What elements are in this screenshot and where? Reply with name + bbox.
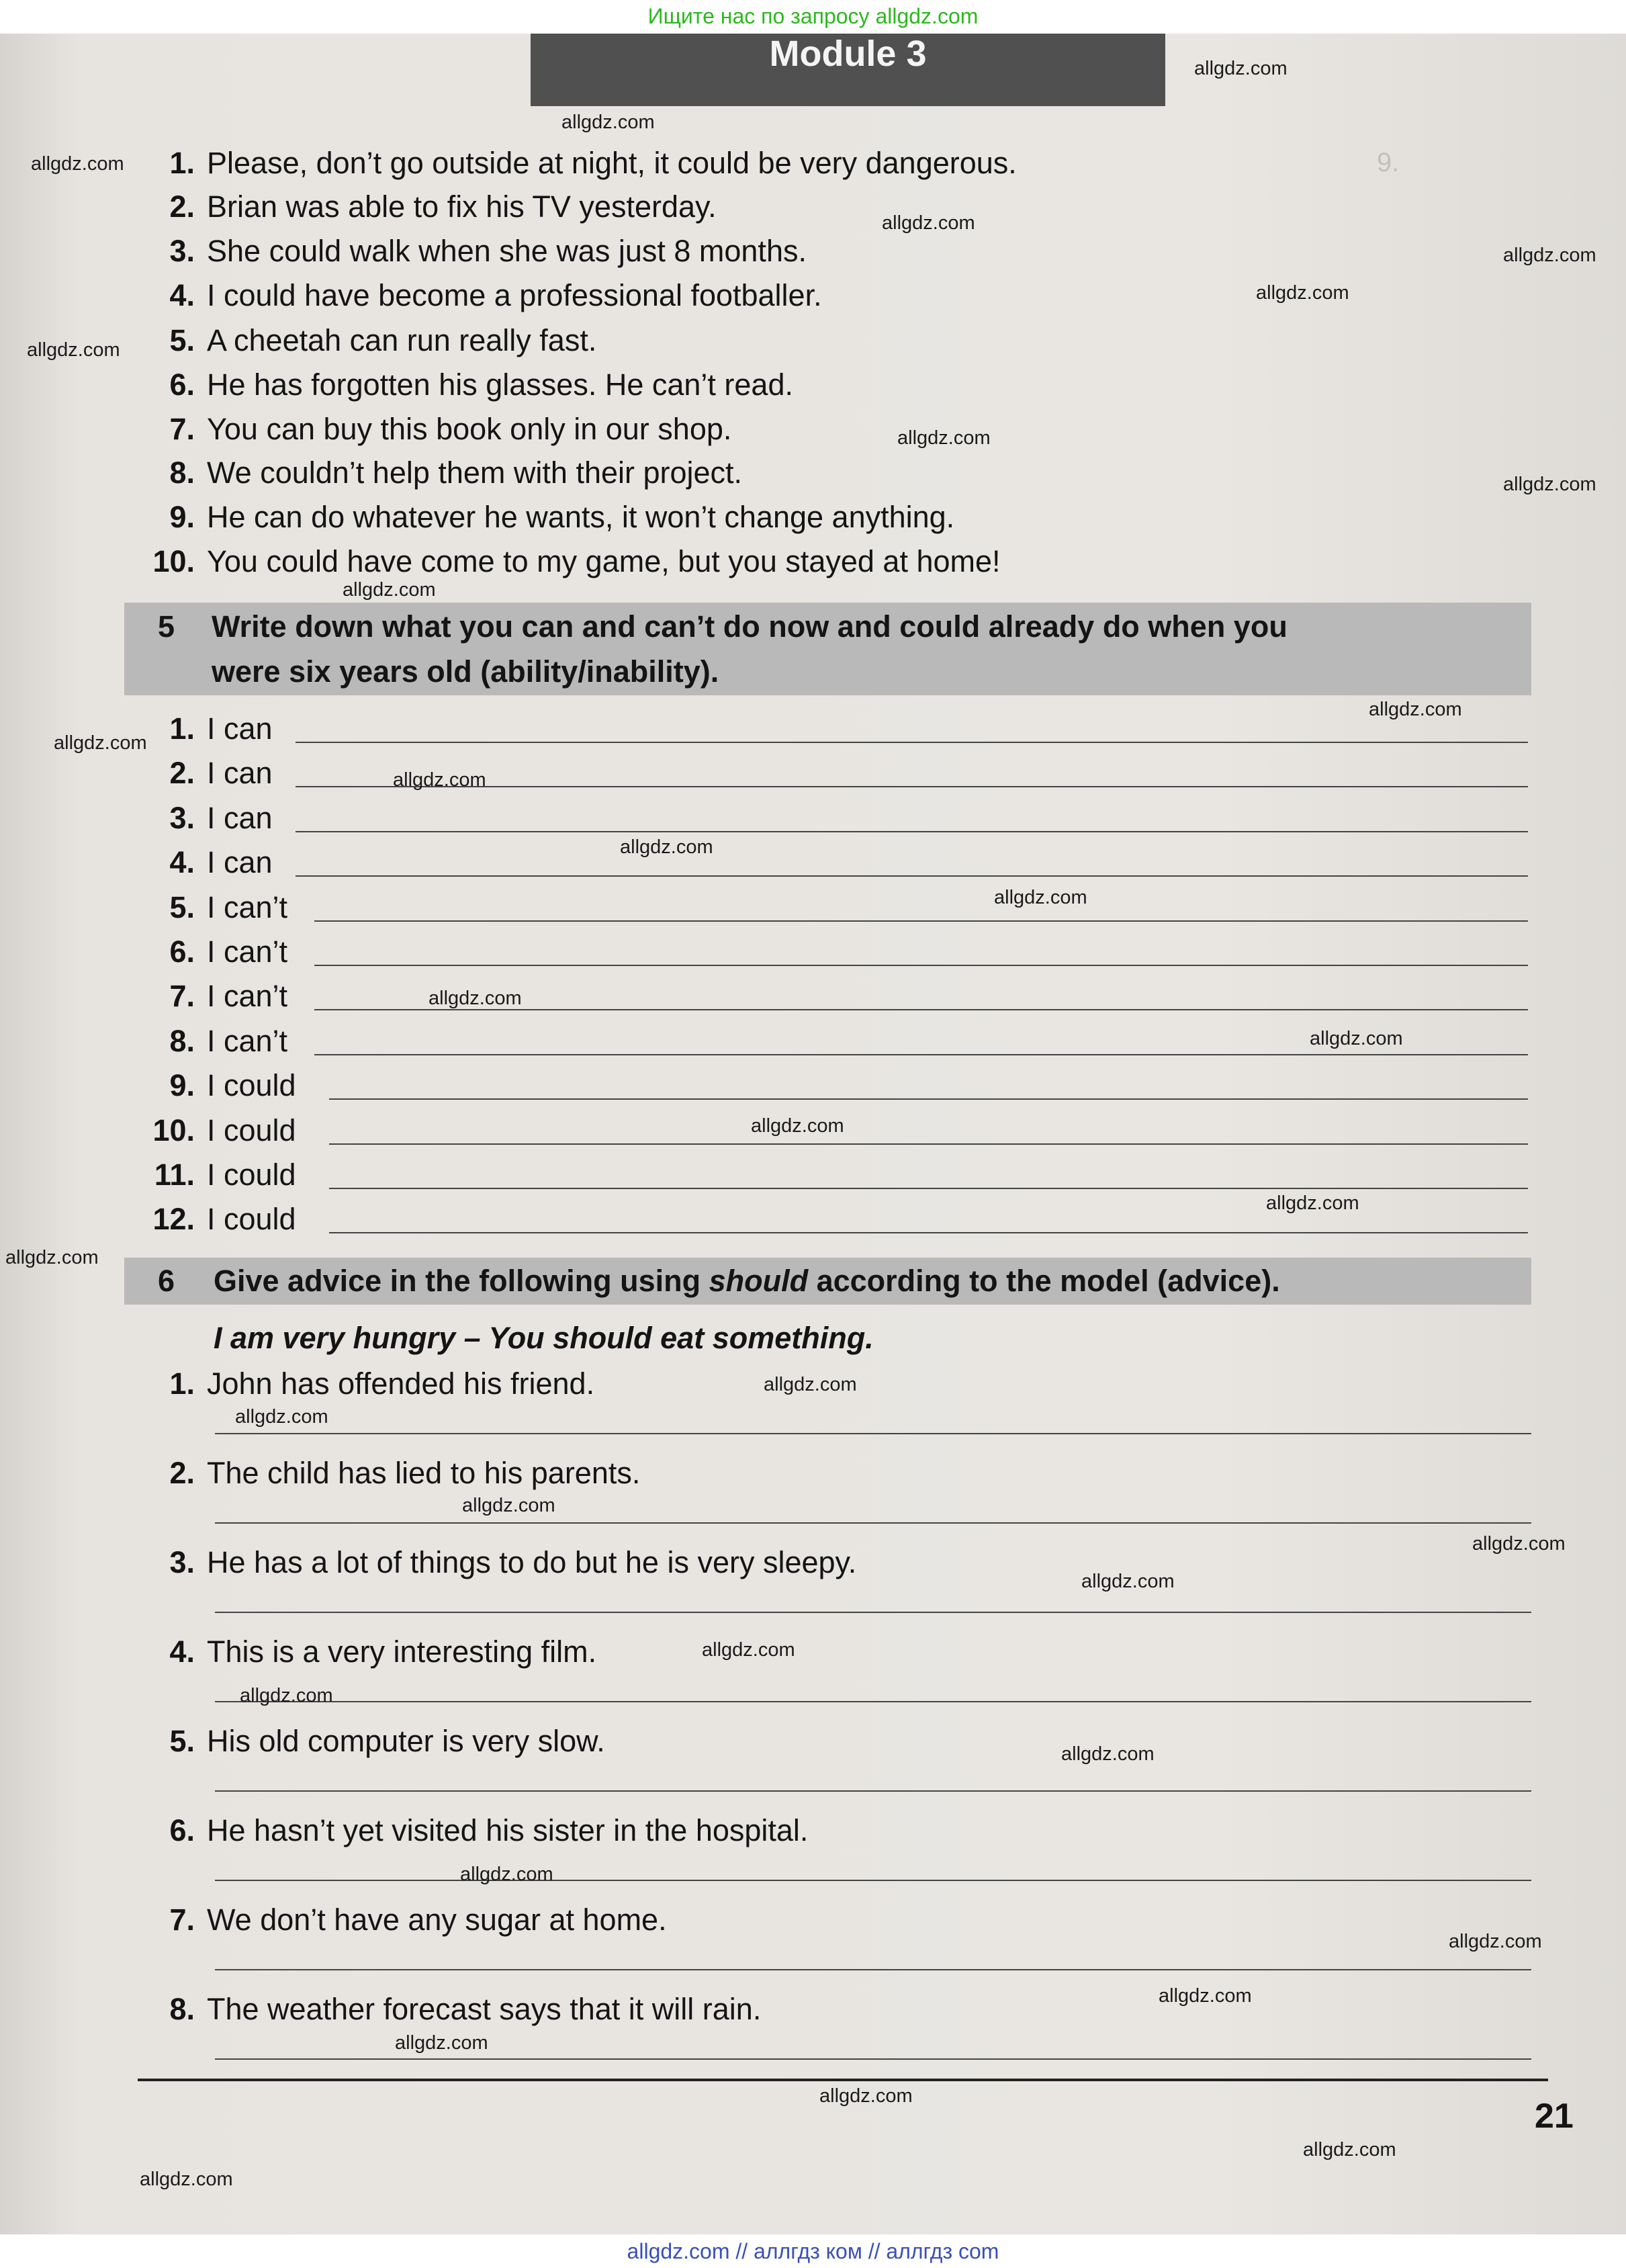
item-number: 7. — [169, 979, 195, 1013]
task6-item — [134, 1455, 640, 1491]
item-number: 7. — [169, 412, 195, 446]
item-number: 8. — [169, 455, 195, 490]
task6-instruction: Give advice in the following using should according to the model (advice). — [214, 1264, 1280, 1298]
watermark: allgdz.com — [460, 1864, 553, 1885]
answer-line[interactable] — [215, 1701, 1531, 1702]
item-number: 4. — [169, 845, 195, 879]
task5-item — [134, 934, 287, 970]
item-number: 6. — [169, 934, 195, 969]
task5-item — [134, 711, 273, 747]
watermark: allgdz.com — [5, 1247, 99, 1268]
item-number: 2. — [169, 1456, 195, 1490]
item-text: John has offended his friend. — [207, 1366, 595, 1401]
watermark: allgdz.com — [1303, 2139, 1396, 2161]
answer-line[interactable] — [314, 920, 1528, 922]
task4-sentence — [134, 455, 742, 491]
item-number: 8. — [169, 1024, 195, 1058]
watermark: allgdz.com — [31, 153, 124, 175]
top-banner[interactable]: Ищите нас по запросу allgdz.com — [0, 0, 1626, 34]
task4-sentence — [134, 411, 731, 447]
module-title: Module 3 — [531, 34, 1165, 106]
item-number: 11. — [154, 1158, 195, 1192]
item-number: 9. — [169, 500, 195, 534]
item-number: 1. — [169, 711, 195, 746]
task6-number: 6 — [158, 1264, 175, 1298]
item-text: His old computer is very slow. — [207, 1724, 605, 1758]
item-number: 6. — [169, 367, 195, 402]
watermark: allgdz.com — [140, 2169, 233, 2190]
item-number: 2. — [169, 756, 195, 790]
task4-sentence — [134, 145, 1017, 181]
item-number: 5. — [169, 890, 195, 924]
watermark: allgdz.com — [1159, 1985, 1252, 2007]
watermark: allgdz.com — [343, 579, 436, 601]
watermark: allgdz.com — [462, 1495, 555, 1516]
item-number: 6. — [169, 1813, 195, 1847]
item-text: I could — [207, 1202, 296, 1236]
task6-item — [134, 1991, 761, 2027]
item-text: I can — [207, 711, 273, 746]
bottom-rule — [138, 2079, 1548, 2081]
watermark: allgdz.com — [1472, 1533, 1566, 1555]
item-number: 1. — [169, 1366, 195, 1401]
watermark: allgdz.com — [1503, 245, 1596, 266]
item-text: He has forgotten his glasses. He can’t read. — [207, 367, 793, 402]
answer-line[interactable] — [314, 1054, 1528, 1055]
item-text: The child has lied to his parents. — [207, 1456, 641, 1490]
answer-line[interactable] — [215, 1612, 1531, 1613]
item-text: You could have come to my game, but you stayed at home! — [207, 544, 1001, 578]
watermark: allgdz.com — [819, 2085, 913, 2107]
watermark: allgdz.com — [702, 1639, 795, 1661]
watermark: allgdz.com — [235, 1406, 328, 1428]
item-text: You can buy this book only in our shop. — [207, 412, 732, 446]
watermark: allgdz.com — [764, 1374, 857, 1395]
item-text: The weather forecast says that it will rain. — [207, 1992, 762, 2026]
answer-line[interactable] — [296, 831, 1528, 832]
item-number: 4. — [169, 1634, 195, 1669]
watermark: allgdz.com — [620, 836, 713, 858]
watermark: allgdz.com — [240, 1685, 333, 1706]
task6-item — [134, 1723, 605, 1759]
watermark: allgdz.com — [1194, 58, 1288, 79]
task5-item — [134, 755, 273, 791]
item-text: This is a very interesting film. — [207, 1634, 597, 1669]
watermark: allgdz.com — [27, 339, 120, 361]
watermark: allgdz.com — [395, 2032, 488, 2054]
task5-number: 5 — [158, 609, 175, 644]
watermark: allgdz.com — [1310, 1028, 1403, 1049]
item-number: 5. — [169, 1724, 195, 1758]
task5-item — [134, 978, 287, 1014]
answer-line[interactable] — [329, 1232, 1528, 1233]
item-number: 3. — [169, 234, 195, 268]
item-number: 1. — [169, 146, 195, 180]
item-text: I could — [207, 1113, 296, 1147]
task4-sentence — [134, 499, 954, 535]
item-text: We couldn’t help them with their project. — [207, 455, 743, 490]
watermark: allgdz.com — [1081, 1571, 1175, 1592]
answer-line[interactable] — [314, 965, 1528, 966]
watermark: allgdz.com — [393, 769, 486, 791]
task4-sentence — [134, 233, 807, 269]
item-text: He hasn’t yet visited his sister in the hospital. — [207, 1813, 809, 1847]
task5-item — [134, 1067, 296, 1104]
watermark: allgdz.com — [994, 887, 1087, 908]
item-text: I can’t — [207, 1024, 288, 1058]
item-number: 2. — [169, 189, 195, 224]
task5-item — [134, 1113, 296, 1149]
watermark: allgdz.com — [1369, 699, 1462, 720]
task4-sentence — [134, 189, 717, 225]
watermark: allgdz.com — [751, 1115, 844, 1137]
item-text: I can — [207, 801, 273, 835]
task6-item — [134, 1544, 856, 1581]
item-number: 5. — [169, 323, 195, 357]
task5-item — [134, 800, 273, 836]
item-number: 12. — [152, 1202, 195, 1236]
item-number: 9. — [169, 1068, 195, 1102]
answer-line[interactable] — [215, 1433, 1531, 1434]
watermark: allgdz.com — [882, 212, 975, 234]
item-number: 4. — [169, 278, 195, 312]
watermark: allgdz.com — [1256, 282, 1349, 304]
item-number: 3. — [169, 801, 195, 835]
answer-line[interactable] — [329, 1188, 1528, 1189]
task6-item — [134, 1634, 596, 1670]
task4-sentence — [134, 277, 822, 314]
item-text: He has a lot of things to do but he is very sleepy. — [207, 1545, 857, 1579]
watermark: allgdz.com — [897, 427, 991, 449]
answer-line[interactable] — [296, 742, 1528, 743]
watermark: allgdz.com — [1266, 1192, 1359, 1214]
task5-item — [134, 889, 287, 926]
item-text: She could walk when she was just 8 months. — [207, 234, 807, 268]
item-text: Please, don’t go outside at night, it could be very dangerous. — [207, 146, 1017, 180]
task4-sentence — [134, 543, 1001, 580]
task6-item — [134, 1813, 808, 1849]
item-text: I can’t — [207, 890, 288, 924]
item-text: I could have become a professional footballer. — [207, 278, 822, 312]
item-text: We don’t have any sugar at home. — [207, 1903, 667, 1937]
item-number: 3. — [169, 1545, 195, 1579]
watermark: allgdz.com — [428, 988, 522, 1009]
watermark: allgdz.com — [54, 732, 147, 754]
bottom-banner[interactable]: allgdz.com // аллгдз ком // аллгдз com — [0, 2234, 1626, 2268]
task5-item — [134, 1023, 287, 1059]
task5-item — [134, 1157, 296, 1193]
item-text: A cheetah can run really fast. — [207, 323, 597, 357]
task4-sentence — [134, 367, 793, 403]
item-number: 8. — [169, 1992, 195, 2026]
page-number: 21 — [1535, 2097, 1574, 2136]
answer-line[interactable] — [215, 1880, 1531, 1881]
item-number: 10. — [152, 1113, 195, 1147]
answer-line[interactable] — [329, 1098, 1528, 1100]
item-text: He can do whatever he wants, it won’t change anything. — [207, 500, 955, 534]
task4-sentence — [134, 322, 596, 359]
item-text: I can’t — [207, 934, 288, 969]
item-number: 10. — [152, 544, 195, 578]
answer-line[interactable] — [215, 1790, 1531, 1792]
item-text: I could — [207, 1158, 296, 1192]
answer-line[interactable] — [329, 1143, 1528, 1145]
task5-instruction-line2: were six years old (ability/inability). — [212, 654, 719, 689]
watermark: allgdz.com — [1449, 1931, 1542, 1952]
item-text: Brian was able to fix his TV yesterday. — [207, 189, 717, 224]
item-text: I could — [207, 1068, 296, 1102]
watermark: allgdz.com — [1061, 1743, 1155, 1765]
answer-line[interactable] — [215, 1969, 1531, 1970]
item-number: 7. — [169, 1903, 195, 1937]
item-text: I can — [207, 756, 273, 790]
task5-instruction-line1: Write down what you can and can’t do now and could already do when you — [212, 609, 1288, 644]
answer-line[interactable] — [215, 2058, 1531, 2060]
answer-line[interactable] — [296, 875, 1528, 877]
task6-item — [134, 1902, 667, 1938]
task6-model: I am very hungry – You should eat something. — [214, 1321, 874, 1355]
task6-item — [134, 1366, 594, 1402]
item-text: I can’t — [207, 979, 288, 1013]
bleed-through: 9. — [1377, 148, 1400, 177]
item-text: I can — [207, 845, 273, 879]
task5-item — [134, 844, 273, 881]
task5-item — [134, 1201, 296, 1237]
watermark: allgdz.com — [1503, 474, 1596, 495]
answer-line[interactable] — [215, 1522, 1531, 1524]
watermark: allgdz.com — [561, 112, 655, 133]
